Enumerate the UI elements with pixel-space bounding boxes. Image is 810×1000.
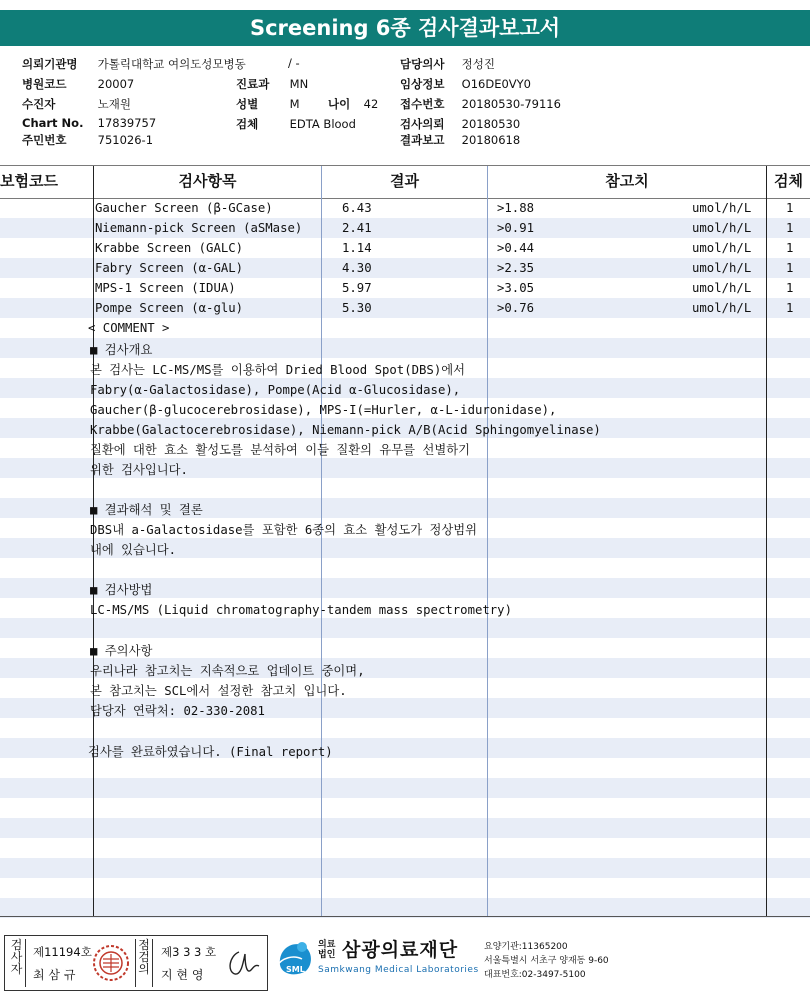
row-unit: umol/h/L xyxy=(692,221,752,235)
row-result: 1.14 xyxy=(342,241,372,255)
comment-line: ■ 주의사항 xyxy=(90,644,153,658)
header-row-receipt-no xyxy=(400,96,561,112)
request-date-value: 20180530 xyxy=(461,117,521,131)
col-head-test-item: 검사항목 xyxy=(178,172,237,190)
stripe xyxy=(0,818,810,838)
row-specimen: 1 xyxy=(786,201,794,215)
patient-label: 수진자 xyxy=(22,97,56,111)
org-phone: 대표번호:02-3497-5100 xyxy=(484,970,586,980)
row-result: 2.41 xyxy=(342,221,372,235)
header-row-institution xyxy=(22,56,246,72)
age-label: 나이 xyxy=(328,97,351,111)
checker-label xyxy=(135,939,153,987)
row-reference: >0.76 xyxy=(497,301,535,315)
stripe xyxy=(0,778,810,798)
row-result: 4.30 xyxy=(342,261,372,275)
comment-line: 본 참고치는 SCL에서 설정한 참고치 입니다. xyxy=(90,684,347,698)
row-test-item: Krabbe Screen (GALC) xyxy=(95,241,244,255)
comment-line: 질환에 대한 효소 활성도를 분석하여 이들 질환의 유무를 선별하기 xyxy=(90,443,470,457)
comment-line: Gaucher(β-glucocerebrosidase), MPS-I(=Hurler, α-L-iduronidase), xyxy=(90,403,557,417)
org-english-name: Samkwang Medical Laboratories xyxy=(318,965,479,975)
comment-line: 담당자 연락처: 02-330-2081 xyxy=(90,704,265,718)
department-label: 진료과 xyxy=(236,77,270,91)
stripe xyxy=(0,618,810,638)
tester-name: 최 삼 규 xyxy=(33,968,76,982)
row-specimen: 1 xyxy=(786,261,794,275)
doctor-label: 담당의사 xyxy=(400,57,445,71)
chart-no-value: 17839757 xyxy=(97,116,157,130)
row-result: 6.43 xyxy=(342,201,372,215)
row-specimen: 1 xyxy=(786,221,794,235)
comment-line: ■ 검사개요 xyxy=(90,343,153,357)
row-unit: umol/h/L xyxy=(692,261,752,275)
header-row-request-date xyxy=(400,116,520,132)
clinical-info-value: O16DE0VY0 xyxy=(461,77,531,91)
receipt-no-value: 20180530-79116 xyxy=(461,97,561,111)
ward-value: / - xyxy=(288,56,300,70)
org-name: 삼광의료재단 xyxy=(342,939,459,961)
age-value: 42 xyxy=(363,97,379,111)
row-unit: umol/h/L xyxy=(692,301,752,315)
row-reference: >1.88 xyxy=(497,201,535,215)
request-date-label: 검사의뢰 xyxy=(400,117,445,131)
col-head-specimen: 검체 xyxy=(774,172,803,190)
clinical-info-label: 임상정보 xyxy=(400,77,445,91)
table-bottom-rule xyxy=(0,916,810,917)
row-result: 5.97 xyxy=(342,281,372,295)
row-reference: >3.05 xyxy=(497,281,535,295)
specimen-value: EDTA Blood xyxy=(289,117,356,131)
row-test-item: Pompe Screen (α-glu) xyxy=(95,301,244,315)
report-date-label: 결과보고 xyxy=(400,133,445,147)
stripe xyxy=(0,898,810,918)
row-unit: umol/h/L xyxy=(692,201,752,215)
row-test-item: Gaucher Screen (β-GCase) xyxy=(95,201,273,215)
comment-line: DBS내 a-Galactosidase를 포함한 6종의 효소 활성도가 정상범위 xyxy=(90,523,478,537)
header-row-chart-no xyxy=(22,116,156,130)
signature-box xyxy=(4,935,268,991)
checker-label-text: 점검의 xyxy=(138,938,150,976)
final-report-line: 검사를 완료하였습니다. (Final report) xyxy=(88,745,333,759)
department-value: MN xyxy=(289,77,309,91)
comment-line: 내에 있습니다. xyxy=(90,543,177,557)
comment-line: Krabbe(Galactocerebrosidase), Niemann-pick A/B(Acid Sphingomyelinase) xyxy=(90,423,601,437)
row-result: 5.30 xyxy=(342,301,372,315)
org-prefix-1: 의료 xyxy=(318,940,336,950)
org-prefix xyxy=(318,940,335,960)
comment-title: < COMMENT > xyxy=(88,321,170,335)
chart-no-label: Chart No. xyxy=(22,116,84,130)
hospital-code-value: 20007 xyxy=(97,77,135,91)
row-reference: >2.35 xyxy=(497,261,535,275)
comment-line: Fabry(α-Galactosidase), Pompe(Acid α-Glucosidase), xyxy=(90,383,461,397)
comment-line: 본 검사는 LC-MS/MS를 이용하여 Dried Blood Spot(DBS)에서 xyxy=(90,363,465,377)
row-reference: >0.91 xyxy=(497,221,535,235)
header-row-patient xyxy=(22,96,131,112)
report-date-value: 20180618 xyxy=(461,133,521,147)
receipt-no-label: 접수번호 xyxy=(400,97,445,111)
row-reference: >0.44 xyxy=(497,241,535,255)
row-specimen: 1 xyxy=(786,301,794,315)
header-row-resident-no xyxy=(22,132,153,148)
comment-line: 우리나라 참고치는 지속적으로 업데이트 중이며, xyxy=(90,664,365,678)
header-row-specimen xyxy=(236,116,356,132)
row-unit: umol/h/L xyxy=(692,241,752,255)
comment-line: 위한 검사입니다. xyxy=(90,463,188,477)
col-head-result: 결과 xyxy=(390,172,419,190)
sml-logo-text: SML xyxy=(286,965,305,974)
header-row-clinical-info xyxy=(400,76,531,92)
resident-no-label: 주민번호 xyxy=(22,133,67,147)
org-code: 요양기관:11365200 xyxy=(484,942,568,952)
header-row-sex xyxy=(236,96,300,112)
institution-label: 의뢰기관명 xyxy=(22,57,78,71)
row-test-item: MPS-1 Screen (IDUA) xyxy=(95,281,236,295)
row-unit: umol/h/L xyxy=(692,281,752,295)
header-row-department xyxy=(236,76,308,92)
header-row-hospital-code xyxy=(22,76,134,92)
sex-label: 성별 xyxy=(236,97,259,111)
col-head-reference: 참고치 xyxy=(605,172,649,190)
col-divider-result xyxy=(487,166,488,916)
comment-line: LC-MS/MS (Liquid chromatography-tandem mass spectrometry) xyxy=(90,603,512,617)
tester-label-text: 검사자 xyxy=(10,938,23,976)
patient-value: 노재원 xyxy=(97,97,131,111)
col-divider-item xyxy=(321,166,322,916)
institution-value: 가톨릭대학교 여의도성모병동 xyxy=(97,57,246,71)
tester-number: 제11194호 xyxy=(33,945,92,959)
org-address: 서울특별시 서초구 양재동 9-60 xyxy=(484,956,609,966)
row-specimen: 1 xyxy=(786,281,794,295)
col-divider-reference xyxy=(766,166,767,916)
doctor-value: 정성진 xyxy=(461,57,495,71)
tester-seal-icon xyxy=(91,942,131,984)
stripe xyxy=(0,858,810,878)
comment-line: ■ 결과해석 및 결론 xyxy=(90,503,203,517)
report-title: Screening 6종 검사결과보고서 xyxy=(0,10,810,46)
sex-value: M xyxy=(289,97,300,111)
header-row-doctor xyxy=(400,56,495,72)
hospital-code-label: 병원코드 xyxy=(22,77,67,91)
row-specimen: 1 xyxy=(786,241,794,255)
comment-line: ■ 검사방법 xyxy=(90,583,153,597)
resident-no-value: 751026-1 xyxy=(97,133,154,147)
org-prefix-2: 법인 xyxy=(318,950,336,960)
header-row-report-date xyxy=(400,132,520,148)
specimen-label: 검체 xyxy=(236,117,259,131)
header-row-age xyxy=(328,96,378,112)
checker-number: 제3 3 3 호 xyxy=(161,945,217,959)
row-test-item: Niemann-pick Screen (aSMase) xyxy=(95,221,303,235)
col-head-insurance-code: 보험코드 xyxy=(0,172,58,190)
tester-label xyxy=(8,939,26,987)
checker-name: 지 현 영 xyxy=(161,968,204,982)
footer xyxy=(0,935,810,995)
table-top-rule xyxy=(0,165,810,166)
row-test-item: Fabry Screen (α-GAL) xyxy=(95,261,244,275)
checker-signature-icon xyxy=(225,946,263,982)
